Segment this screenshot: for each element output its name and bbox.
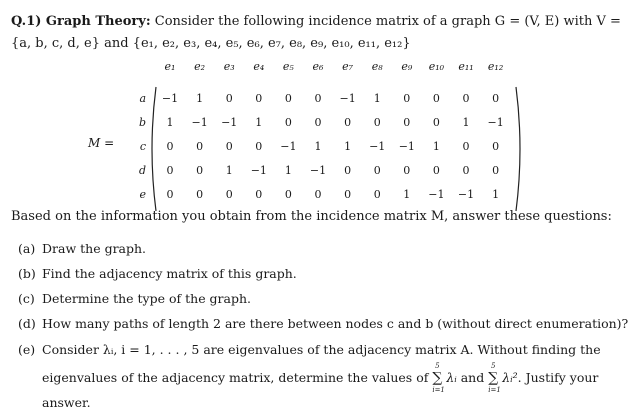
continuation-text: eigenvalues of the adjacency matrix, determine the values of (42, 370, 429, 385)
matrix-cell: 0 (255, 188, 263, 201)
matrix-column-header: e₇ (342, 60, 354, 73)
left-parenthesis (147, 86, 157, 212)
question-intro-2: {a, b, c, d, e} and {e₁, e₂, e₃, e₄, e₅, e₆, e₇, e₈, e₉, e₁₀, e₁₁, e₁₂} (11, 36, 411, 51)
matrix-column-header: e₆ (312, 60, 324, 73)
matrix-cell: 0 (314, 188, 322, 201)
matrix-cell: 0 (492, 92, 500, 105)
matrix-cell: −1 (309, 164, 327, 177)
matrix-cell: 1 (255, 116, 263, 129)
subquestion-tag: (c) (18, 291, 35, 306)
sum-lower-limit: i=1 (488, 386, 501, 394)
incidence-matrix (0, 58, 640, 201)
matrix-cell: 1 (373, 92, 381, 105)
matrix-column-header: e₅ (282, 60, 294, 73)
sum-upper-limit: 5 (491, 362, 496, 370)
matrix-cell: 0 (255, 140, 263, 153)
matrix-cell: −1 (428, 188, 445, 201)
matrix-cell: 0 (373, 164, 381, 177)
matrix-cell: 0 (196, 164, 204, 177)
matrix-cell: 1 (344, 140, 352, 153)
matrix-cell: −1 (280, 140, 297, 153)
matrix-cell: 0 (462, 164, 470, 177)
matrix-cell: 1 (196, 92, 204, 105)
instruction-text: Based on the information you obtain from the incidence matrix M, answer these questions: (11, 209, 612, 224)
matrix-cell: −1 (457, 188, 475, 201)
subquestion-a (18, 241, 146, 256)
subquestion-text: How many paths of length 2 are there between nodes c and b (without direct enumeration)? (42, 316, 629, 331)
subquestion-b (18, 266, 297, 281)
question-lead: Q.1) Graph Theory: (11, 14, 151, 29)
and-word: and (460, 370, 485, 385)
matrix-cell: −1 (398, 140, 415, 153)
matrix-cell: 0 (492, 164, 500, 177)
matrix-cell: 1 (403, 188, 411, 201)
matrix-cell: −1 (221, 116, 238, 129)
matrix-column-header: e₁ (164, 60, 176, 73)
matrix-cell: 0 (225, 140, 233, 153)
matrix-cell: 0 (492, 140, 500, 153)
matrix-cell: 0 (432, 92, 440, 105)
matrix-cell: 0 (196, 188, 204, 201)
matrix-cell: 1 (432, 140, 440, 153)
matrix-row-label: d (138, 164, 146, 177)
matrix-column-header: e₁₂ (487, 60, 504, 73)
matrix-cell: 1 (284, 164, 292, 177)
subquestion-d (18, 316, 628, 331)
matrix-cell: 0 (344, 164, 352, 177)
matrix-cell: 1 (462, 116, 470, 129)
matrix-column-header: e₈ (371, 60, 383, 73)
matrix-column-header: e₂ (194, 60, 206, 73)
matrix-cell: 0 (462, 92, 470, 105)
matrix-row-label: c (139, 140, 146, 153)
matrix-cell: 0 (166, 164, 174, 177)
subquestion-text: Find the adjacency matrix of this graph. (42, 266, 297, 281)
matrix-cell: 0 (284, 92, 292, 105)
subquestion-e-last-line: answer. (42, 395, 91, 410)
subquestion-e-continuation (42, 362, 599, 394)
summation-2: 5 ∑ i=1 (488, 362, 501, 394)
matrix-row-label: e (139, 188, 146, 201)
matrix-cell: 0 (403, 116, 411, 129)
matrix-column-header: e₁₀ (428, 60, 445, 73)
matrix-cell: 0 (255, 92, 263, 105)
subquestion-tag: (a) (18, 241, 36, 256)
matrix-row-label: a (139, 92, 146, 105)
matrix-cell: 0 (344, 188, 352, 201)
matrix-cell: −1 (487, 116, 504, 129)
subquestion-tag: (b) (18, 266, 36, 281)
matrix-column-header: e₄ (253, 60, 265, 73)
matrix-cell: 0 (225, 92, 233, 105)
matrix-cell: 1 (492, 188, 500, 201)
matrix-cell: 0 (432, 116, 440, 129)
summation-1: 5 ∑ i=1 (432, 362, 445, 394)
matrix-cell: 0 (373, 116, 381, 129)
matrix-cell: 0 (284, 116, 292, 129)
matrix-cell: −1 (191, 116, 208, 129)
matrix-cell: 0 (314, 116, 322, 129)
matrix-cell: 1 (166, 116, 174, 129)
question-intro-1: Consider the following incidence matrix of a graph G = (V, E) with V = (154, 14, 621, 29)
matrix-cell: 1 (314, 140, 322, 153)
matrix-cell: 0 (314, 92, 322, 105)
matrix-cell: 0 (373, 188, 381, 201)
subquestion-text: Consider λᵢ, i = 1, . . . , 5 are eigenvalues of the adjacency matrix A. Without finding the (42, 342, 601, 357)
subquestion-tag: (e) (18, 342, 36, 357)
matrix-cell: 1 (225, 164, 233, 177)
matrix-column-header: e₃ (223, 60, 235, 73)
matrix-cell: 0 (403, 92, 411, 105)
matrix-cell: 0 (284, 188, 292, 201)
matrix-cell: −1 (250, 164, 267, 177)
sum-lower-limit: i=1 (432, 386, 445, 394)
matrix-cell: 0 (166, 188, 174, 201)
subquestion-c (18, 291, 251, 306)
matrix-cell: 0 (344, 116, 352, 129)
matrix-row-label: b (138, 116, 146, 129)
matrix-cell: 0 (462, 140, 470, 153)
continuation-text-2: . Justify your (517, 370, 599, 385)
matrix-column-header: e₉ (401, 60, 413, 73)
matrix-column-header: e₁₁ (458, 60, 474, 73)
question-header (11, 14, 621, 30)
matrix-cell: 0 (403, 164, 411, 177)
right-parenthesis (515, 86, 525, 212)
matrix-cell: −1 (369, 140, 386, 153)
matrix-cell: 0 (225, 188, 233, 201)
matrix-cell: 0 (196, 140, 204, 153)
matrix-cell: −1 (339, 92, 356, 105)
matrix-cell: 0 (166, 140, 174, 153)
matrix-cell: 0 (432, 164, 440, 177)
sum-1-body: λᵢ (446, 370, 457, 385)
sum-upper-limit: 5 (435, 362, 440, 370)
matrix-label: M = (88, 136, 115, 150)
subquestion-e (18, 342, 601, 357)
subquestion-text: Draw the graph. (42, 241, 147, 256)
sum-2-body: λᵢ² (502, 370, 518, 385)
subquestion-tag: (d) (18, 316, 36, 331)
matrix-cell: −1 (161, 92, 179, 105)
subquestion-text: Determine the type of the graph. (42, 291, 252, 306)
